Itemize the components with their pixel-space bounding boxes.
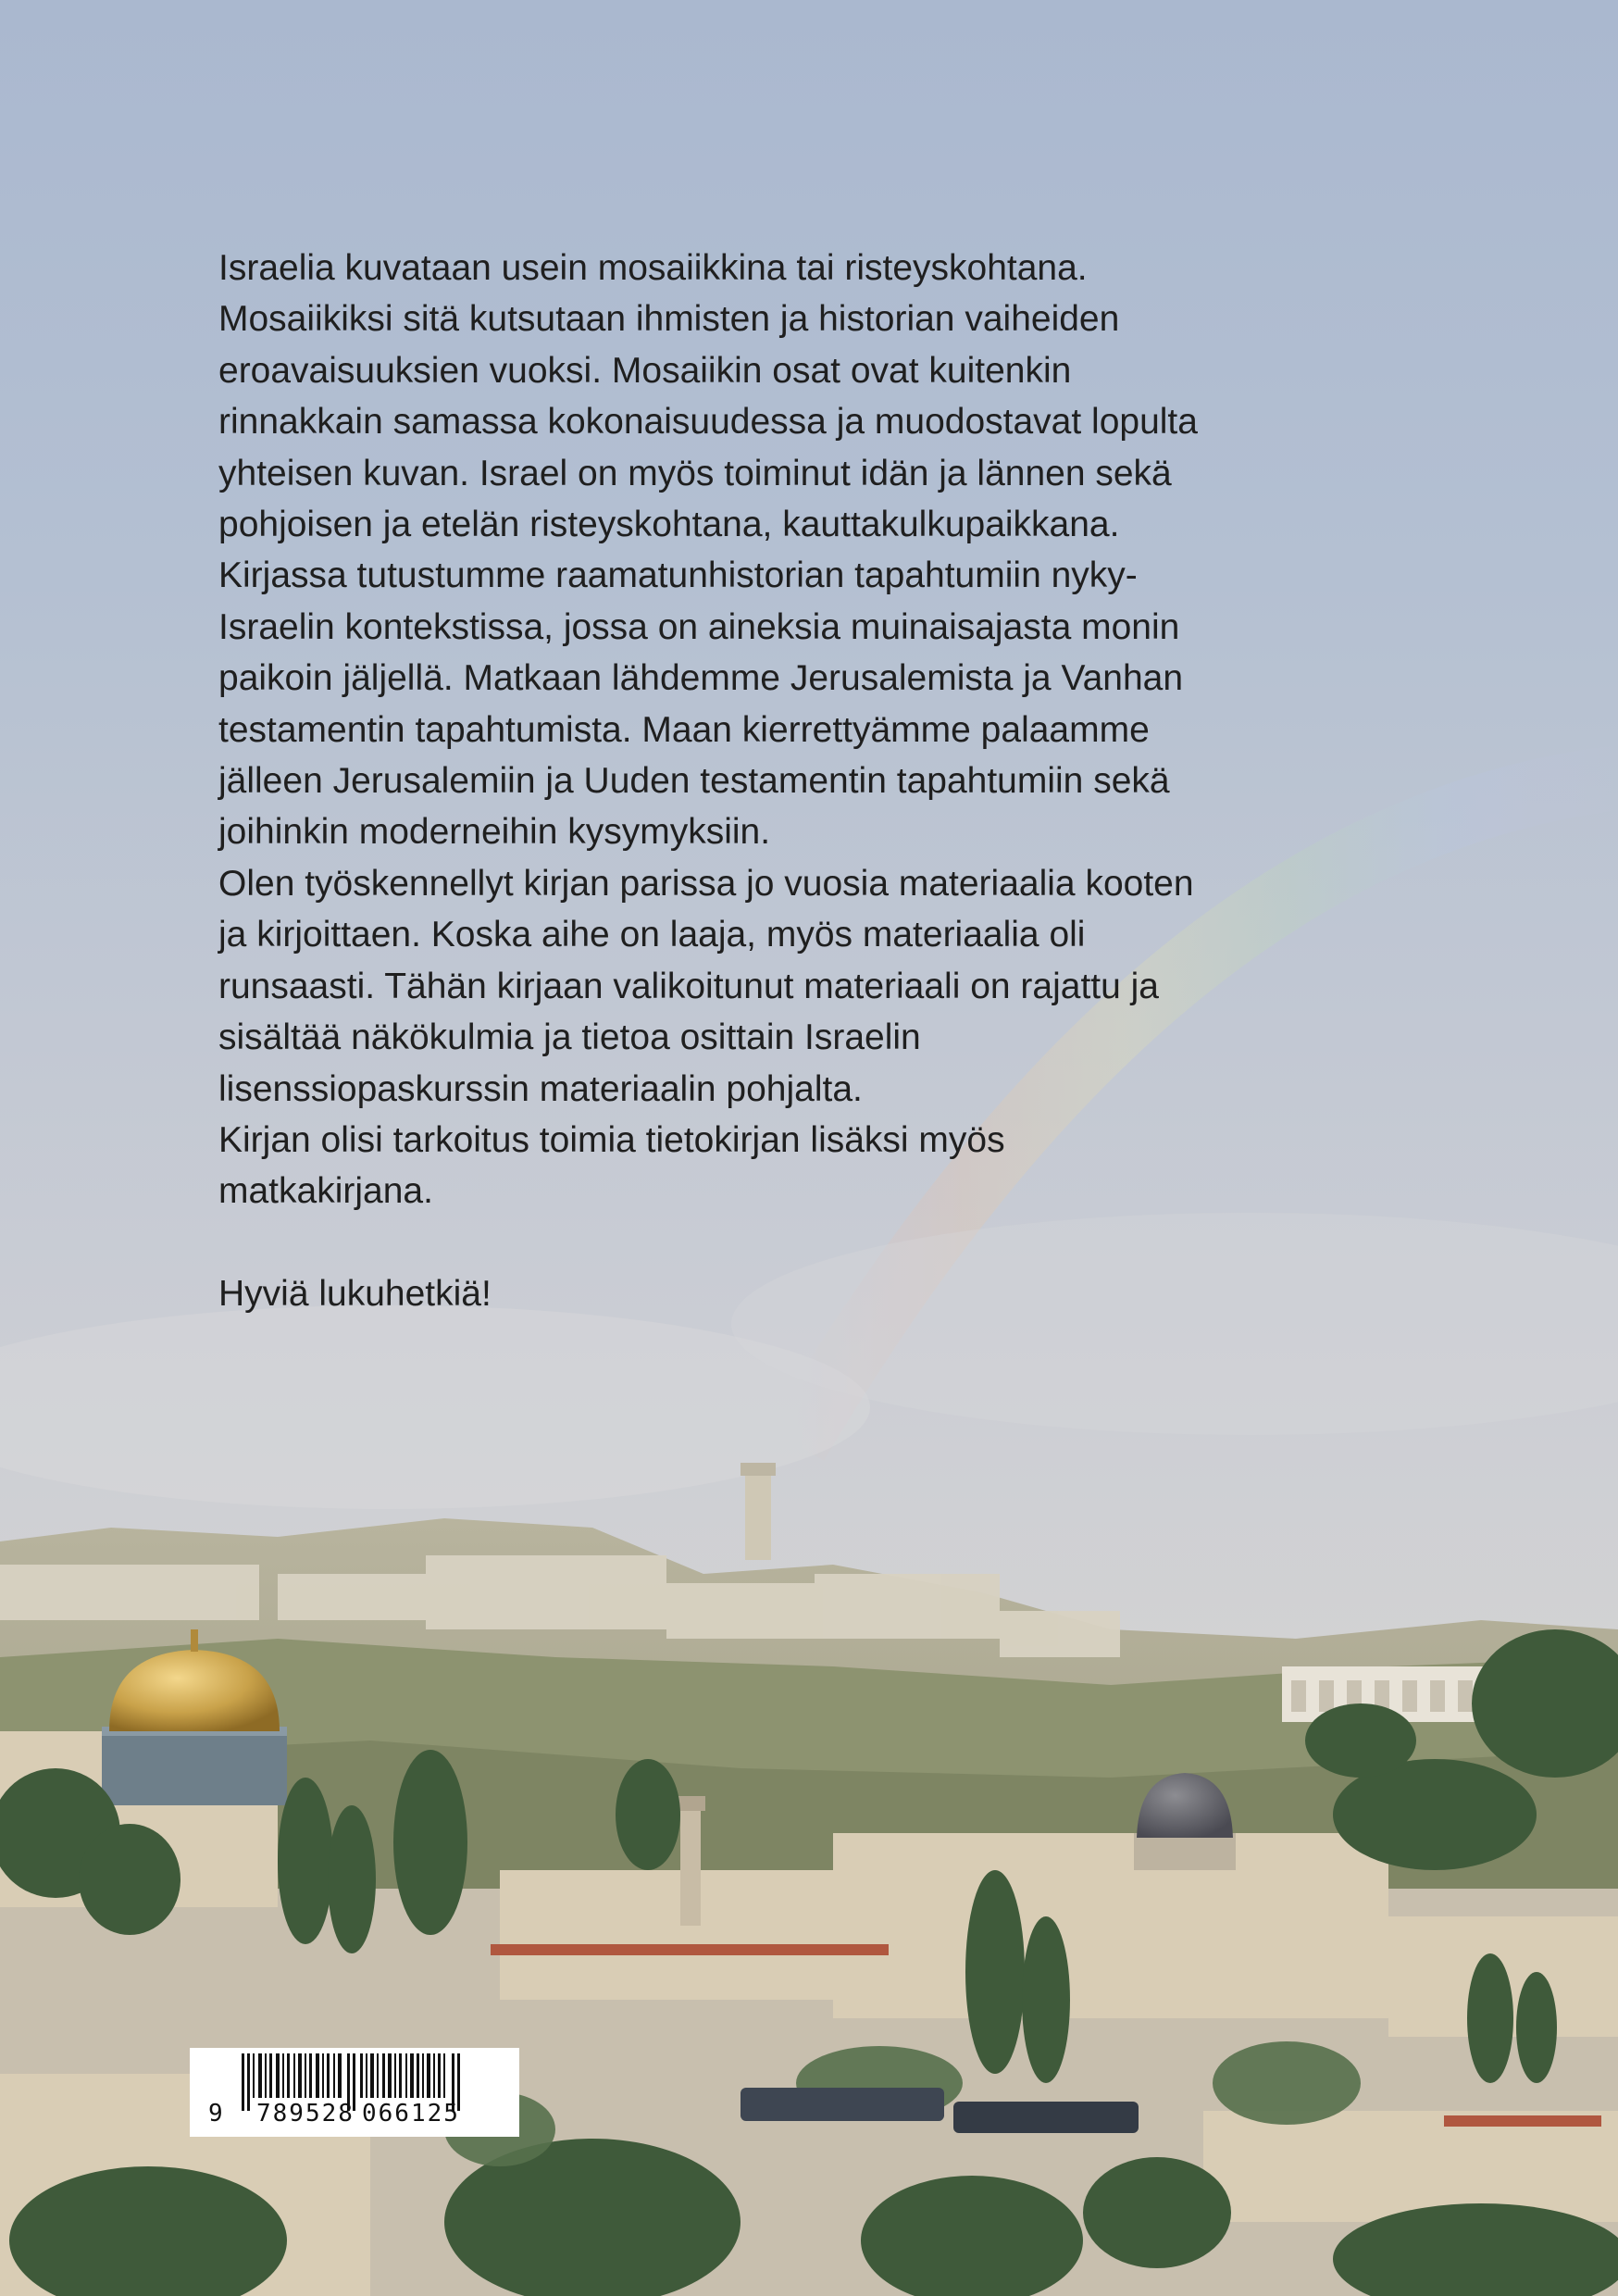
blurb-spacer <box>218 1217 1422 1268</box>
blurb-line: sisältää näkökulmia ja tietoa osittain Israelin <box>218 1017 921 1058</box>
barcode-bars <box>190 2048 519 2137</box>
blurb-line: Mosaiikiksi sitä kutsutaan ihmisten ja historian vaiheiden <box>218 299 1120 340</box>
blurb-line: rinnakkain samassa kokonaisuudessa ja muodostavat lopulta <box>218 402 1198 443</box>
blurb-line: matkakirjana. <box>218 1171 433 1212</box>
blurb-line: eroavaisuuksien vuoksi. Mosaiikin osat ovat kuitenkin <box>218 350 1072 391</box>
blurb-line: jälleen Jerusalemiin ja Uuden testamentin tapahtumiin sekä <box>218 761 1170 802</box>
back-cover-blurb <box>218 243 1422 1320</box>
isbn-right-group: 066125 <box>362 2100 460 2128</box>
blurb-line: testamentin tapahtumista. Maan kierrettyämme palaamme <box>218 709 1150 750</box>
blurb-line: Kirjassa tutustumme raamatunhistorian tapahtumiin nyky- <box>218 555 1138 596</box>
blurb-line: Olen työskennellyt kirjan parissa jo vuosia materiaalia kooten <box>218 863 1194 904</box>
blurb-line: Kirjan olisi tarkoitus toimia tietokirjan lisäksi myös <box>218 1119 1005 1160</box>
blurb-line: paikoin jäljellä. Matkaan lähdemme Jerusalemista ja Vanhan <box>218 658 1184 699</box>
blurb-line: Israelia kuvataan usein mosaiikkina tai risteyskohtana. <box>218 248 1088 288</box>
blurb-line: ja kirjoittaen. Koska aihe on laaja, myös materiaalia oli <box>218 915 1086 955</box>
blurb-line: runsaasti. Tähän kirjaan valikoitunut materiaali on rajattu ja <box>218 966 1159 1006</box>
blurb-line: joihinkin moderneihin kysymyksiin. <box>218 812 771 853</box>
isbn-first-digit: 9 <box>208 2100 225 2128</box>
blurb-line: lisenssiopaskurssin materiaalin pohjalta. <box>218 1068 863 1109</box>
isbn-barcode <box>190 2048 519 2137</box>
closing-line: Hyviä lukuhetkiä! <box>218 1274 492 1315</box>
blurb-line: pohjoisen ja etelän risteyskohtana, kauttakulkupaikkana. <box>218 505 1120 545</box>
blurb-line: yhteisen kuvan. Israel on myös toiminut idän ja lännen sekä <box>218 453 1172 493</box>
isbn-left-group: 789528 <box>256 2100 355 2128</box>
blurb-line: Israelin kontekstissa, jossa on aineksia muinaisajasta monin <box>218 606 1180 647</box>
